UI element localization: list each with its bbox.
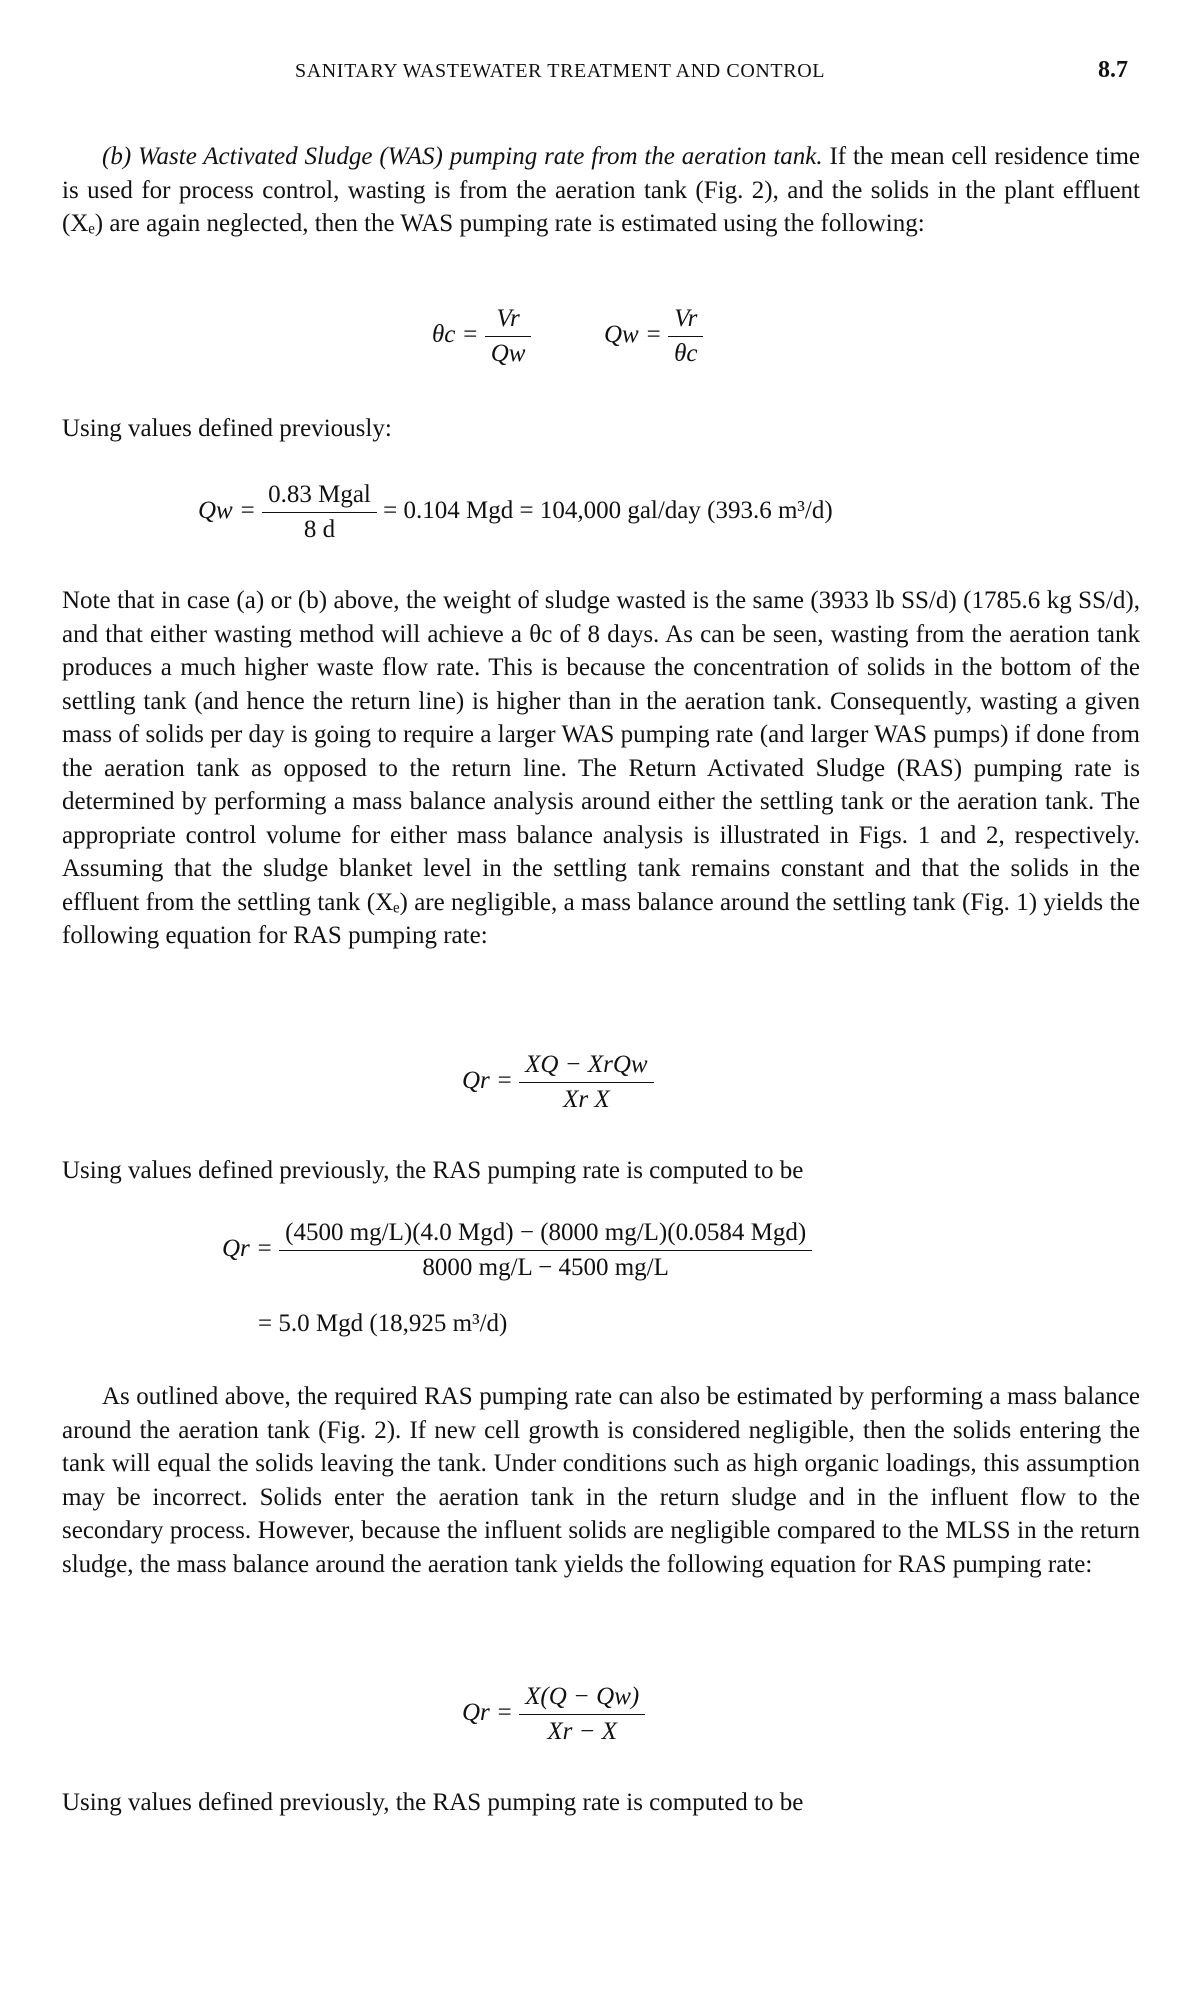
eq2-lhs: Qw = [198, 497, 256, 525]
section-b-text: If the mean cell residence time is used for process control, wasting is from the aeration tank (Fig. 2), and the solids in the plant effluent (Xₑ) are again neglected, then the WAS pumping rate is estimated using the following: [62, 143, 1140, 237]
eq1-lhs2: Qw = [603, 321, 662, 349]
eq5-denominator: Xr − X [547, 1718, 618, 1745]
eq2-rhs: = 0.104 Mgd = 104,000 gal/day (393.6 m³/d) [383, 497, 833, 525]
eq5-fraction [519, 1680, 645, 1749]
equation-qr-computed [222, 1216, 812, 1285]
eq5-numerator: X(Q − Qw) [519, 1680, 645, 1715]
equation-qw-result [198, 478, 833, 547]
eq4-numerator: (4500 mg/L)(4.0 Mgd) − (8000 mg/L)(0.0584 Mgd) [279, 1216, 812, 1251]
note-paragraph: Note that in case (a) or (b) above, the weight of sludge wasted is the same (3933 lb SS/d) (1785.6 kg SS/d), and that either wasting method will achieve a θc of 8 days. As can be seen, wasting from the aeration tank produces a much higher waste flow rate. This is because the concentration of solids in the bottom of the settling tank (and hence the return line) is higher than in the aeration tank. Consequently, wasting a given mass of solids per day is going to require a larger WAS pumping rate (and larger WAS pumps) if done from the aeration tank as opposed to the return line. The Return Activated Sludge (RAS) pumping rate is determined by performing a mass balance analysis around either the settling tank or the aeration tank. The appropriate control volume for either mass balance analysis is illustrated in Figs. 1 and 2, respectively. Assuming that the sludge blanket level in the settling tank remains constant and that the solids in the effluent from the settling tank (Xₑ) are negligible, a mass balance around the settling tank (Fig. 1) yields the following equation for RAS pumping rate: [62, 587, 1140, 949]
eq1-denominator-2: θc [674, 340, 698, 367]
as-outlined-paragraph: As outlined above, the required RAS pumping rate can also be estimated by performing a mass balance around the aeration tank (Fig. 2). If new cell growth is considered negligible, then the solids entering the tank will equal the solids leaving the tank. Under conditions such as high organic loadings, this assumption may be incorrect. Solids enter the aeration tank in the return sludge and in the influent flow to the secondary process. However, because the influent solids are negligible compared to the MLSS in the return sludge, the mass balance around the aeration tank yields the following equation for RAS pumping rate: [62, 1383, 1140, 1578]
eq1-numerator-2: Vr [668, 302, 703, 337]
using-values-label-1: Using values defined previously: [62, 415, 392, 442]
eq4-result: = 5.0 Mgd (18,925 m³/d) [258, 1310, 508, 1337]
using-values-label-2: Using values defined previously, the RAS pumping rate is computed to be [62, 1157, 804, 1184]
equation-theta-c [432, 302, 703, 371]
eq3-fraction [519, 1048, 653, 1117]
equation-qr-settling [462, 1048, 654, 1117]
eq1-lhs1: θc = [432, 321, 479, 349]
equation-qr-aeration [462, 1680, 645, 1749]
eq2-numerator: 0.83 Mgal [262, 478, 377, 513]
eq5-lhs: Qr = [462, 1699, 513, 1727]
eq1-fraction-1 [485, 302, 532, 371]
eq2-denominator: 8 d [303, 516, 336, 543]
eq3-lhs: Qr = [462, 1067, 513, 1095]
section-b-paragraph [62, 140, 1140, 241]
eq3-denominator: Xr X [563, 1086, 610, 1113]
eq4-lhs: Qr = [222, 1235, 273, 1263]
eq3-numerator: XQ − XrQw [519, 1048, 653, 1083]
eq2-fraction [262, 478, 377, 547]
using-values-label-3: Using values defined previously, the RAS pumping rate is computed to be [62, 1789, 804, 1816]
eq4-fraction [279, 1216, 812, 1285]
eq4-denominator: 8000 mg/L − 4500 mg/L [422, 1254, 669, 1281]
running-header-title: SANITARY WASTEWATER TREATMENT AND CONTROL [295, 60, 826, 82]
page-number: 8.7 [1098, 57, 1128, 83]
eq1-numerator-1: Vr [485, 302, 532, 337]
eq1-fraction-2 [668, 302, 703, 371]
section-b-heading: (b) Waste Activated Sludge (WAS) pumping rate from the aeration tank. [102, 143, 823, 170]
eq1-denominator-1: Qw [490, 340, 526, 367]
